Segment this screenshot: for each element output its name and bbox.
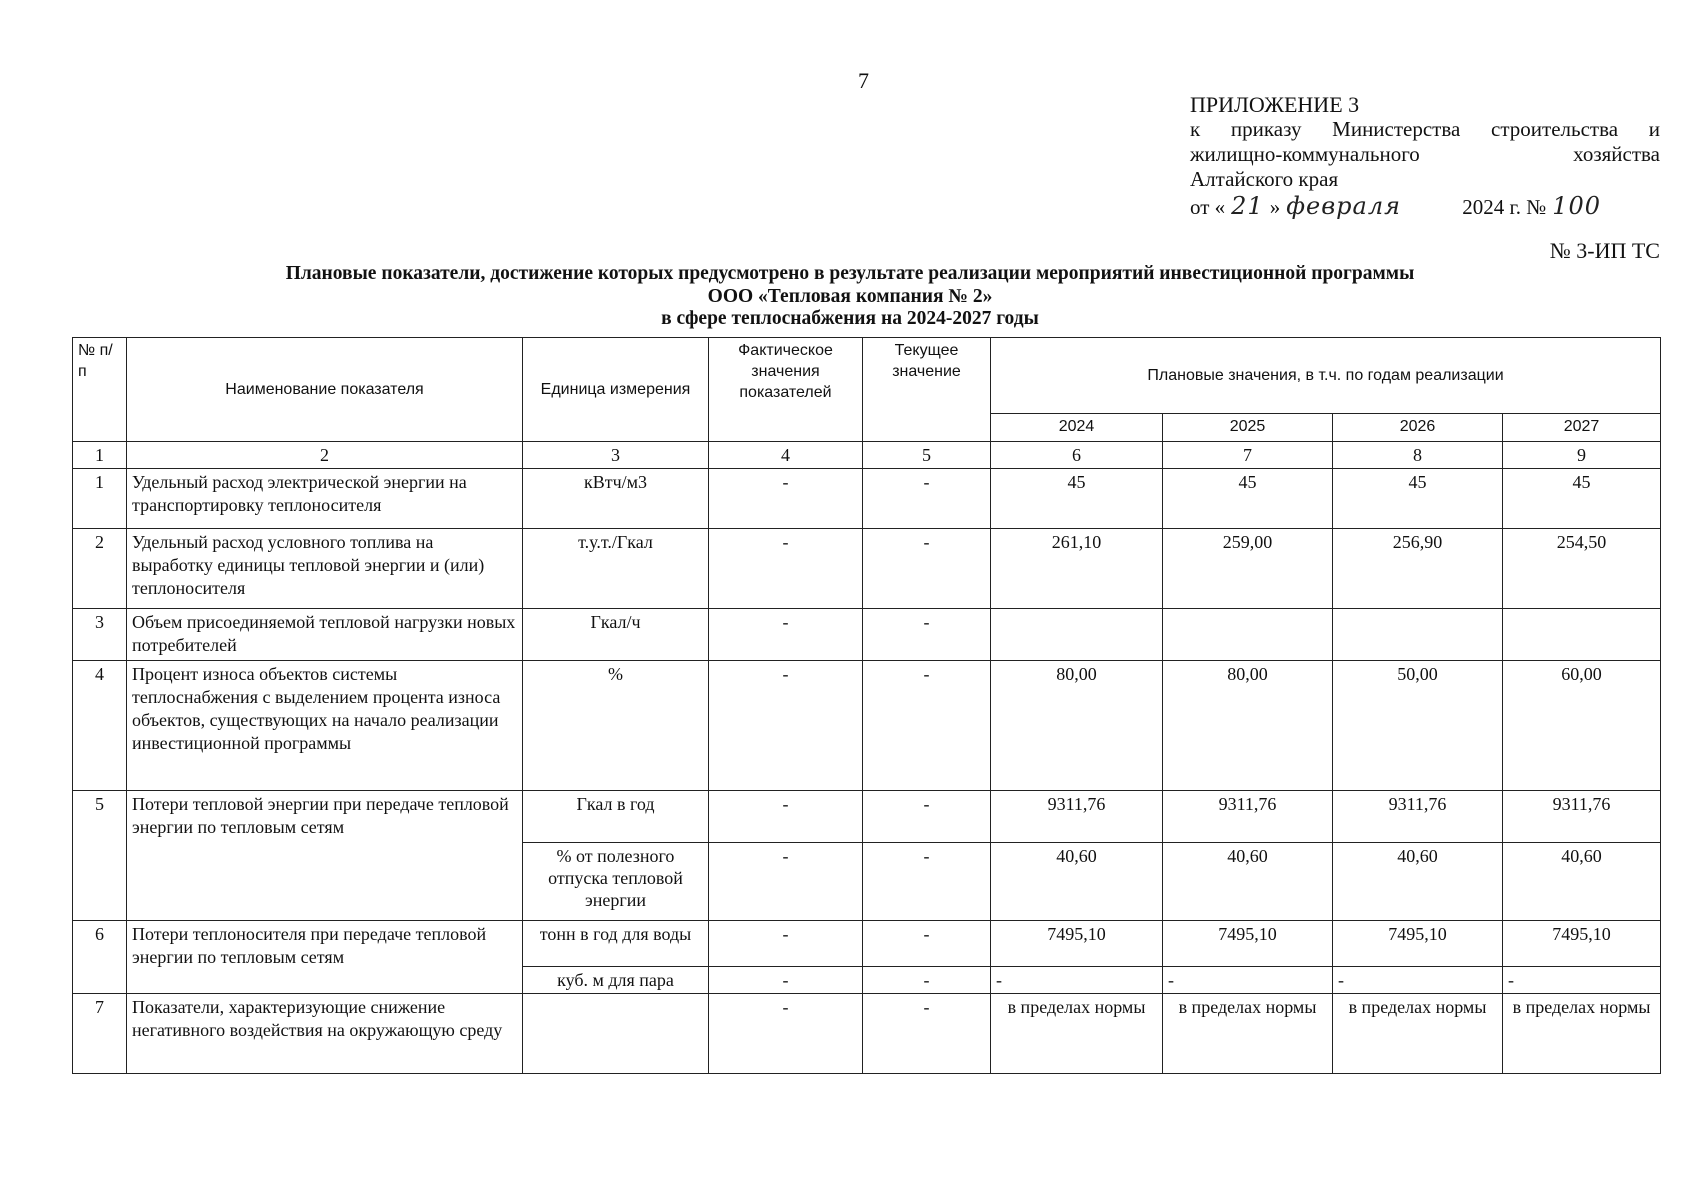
document-code: № 3-ИП ТС bbox=[1549, 238, 1660, 263]
annex-line-2: жилищно-коммунального хозяйства bbox=[1190, 142, 1660, 166]
header-planned: Плановые значения, в т.ч. по годам реализации bbox=[991, 338, 1661, 414]
column-number-row: 1 2 3 4 5 6 7 8 9 bbox=[73, 442, 1661, 469]
header-current: Текущее значение bbox=[863, 338, 991, 442]
header-year-2025: 2025 bbox=[1163, 414, 1333, 442]
handwritten-month: февраля bbox=[1286, 192, 1402, 220]
indicators-table bbox=[72, 337, 1661, 1074]
table-row: 3 Объем присоединяемой тепловой нагрузки новых потребителей Гкал/ч - - bbox=[73, 609, 1661, 661]
table-row: 2 Удельный расход условного топлива на выработку единицы тепловой энергии и (или) теплоносителя т.у.т./Гкал - - 261,10 259,00 256,90 254,50 bbox=[73, 529, 1661, 609]
annex-line-1: к приказу Министерства строительства и bbox=[1190, 117, 1660, 141]
handwritten-number: 100 bbox=[1552, 192, 1602, 220]
table-row: 4 Процент износа объектов системы теплоснабжения с выделением процента износа объектов, существующих на начало реализации инвестиционной программы % - - 80,00 80,00 50,00 60,00 bbox=[73, 661, 1661, 791]
order-date-number: от « 21 » февраля 2024 г. № 100 bbox=[1190, 192, 1602, 220]
header-year-2026: 2026 bbox=[1333, 414, 1503, 442]
annex-block bbox=[1190, 92, 1660, 220]
header-year-2024: 2024 bbox=[991, 414, 1163, 442]
header-actual: Фактическое значения показателей bbox=[709, 338, 863, 442]
annex-title: ПРИЛОЖЕНИЕ 3 bbox=[1190, 92, 1360, 117]
header-num: № п/п bbox=[73, 338, 127, 442]
handwritten-day: 21 bbox=[1231, 192, 1264, 220]
header-name: Наименование показателя bbox=[127, 338, 523, 442]
page-number: 7 bbox=[858, 68, 869, 93]
annex-line-3: Алтайского края bbox=[1190, 167, 1339, 191]
table-row: 7 Показатели, характеризующие снижение негативного воздействия на окружающую среду - - в пределах нормы в пределах нормы в пределах нормы в пределах нормы bbox=[73, 994, 1661, 1074]
table-row: 6 Потери теплоносителя при передаче тепловой энергии по тепловым сетям тонн в год для воды - - 7495,10 7495,10 7495,10 7495,10 bbox=[73, 921, 1661, 967]
document-heading: Плановые показатели, достижение которых предусмотрено в результате реализации мероприятий инвестиционной программы ООО «Тепловая компания № 2» в сфере теплоснабжения на 2024-2027 годы bbox=[285, 263, 1415, 329]
table-row: 5 Потери тепловой энергии при передаче тепловой энергии по тепловым сетям Гкал в год - - 9311,76 9311,76 9311,76 9311,76 bbox=[73, 791, 1661, 843]
header-unit: Единица измерения bbox=[523, 338, 709, 442]
table-row: 1 Удельный расход электрической энергии на транспортировку теплоносителя кВтч/м3 - - 45 45 45 45 bbox=[73, 469, 1661, 529]
header-year-2027: 2027 bbox=[1503, 414, 1661, 442]
table-row: % от полезного отпуска тепловой энергии - - 40,60 40,60 40,60 40,60 bbox=[73, 843, 1661, 921]
table-row: куб. м для пара - - - - - - bbox=[73, 967, 1661, 994]
